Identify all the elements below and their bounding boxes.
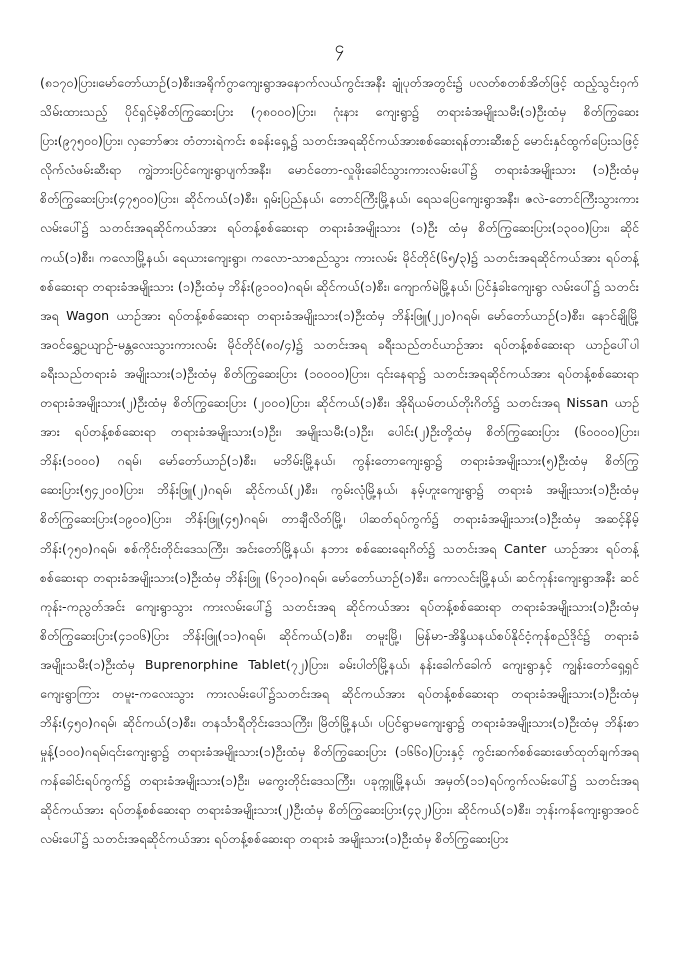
page-number: ၄	[334, 38, 345, 58]
body-paragraph: (၈၁၇၀)ပြား၊မော်တော်ယာဉ်(၁)စီး၊အရိုက်ဂွာကျေးရွာအနောက်လယ်ကွင်းအနီး ချုံပုတ်အတွင်း၌ ပလတ်စတစ်အိတ်ဖြင့် ထည့်သွင်းဝှက်သိမ်းထားသည့် ပိုင်ရှင်မဲ့စိတ်ကြွဆေးပြား (၇၈၀၀၀)ပြား၊ ဂုံးနား ကျေးရွာ၌ တရားခံအမျိုးသမီး(၁)ဦးထံမှ စိတ်ကြွဆေးပြား(၉၇၅၀၀)ပြား၊ လှဘော်ဇား တံတားရဲကင်း စခန်းရှေ့၌ သတင်းအရဆိုင်ကယ်အားစစ်ဆေးရန်တားဆီးစဉ် မောင်းနှင်ထွက်ပြေးသဖြင့် လိုက်လံဖမ်းဆီးရာ ကျွဲဘားပြင်ကျေးရွာပျက်အနီး၊ မောင်တော-လှုဖိုးခေါင်သွားကားလမ်းပေါ်၌ တရားခံအမျိုးသား (၁)ဦးထံမှ စိတ်ကြွဆေးပြား(၄၇၅၀၀)ပြား၊ ဆိုင်ကယ်(၁)စီး၊ ရှမ်းပြည်နယ်၊ တောင်ကြီးမြို့နယ်၊ ရေသပြေကျေးရွာအနီး၊ ဇလဲ-တောင်ကြီးသွားကားလမ်းပေါ်၌ သတင်းအရဆိုင်ကယ်အား ရပ်တန့်စစ်ဆေးရာ တရားခံအမျိုးသား (၁)ဦး ထံမှ စိတ်ကြွဆေးပြား(၁၃၀၀)ပြား၊ ဆိုင်ကယ်(၁)စီး၊ ကလောမြို့နယ်၊ ရေယားကျေးရွာ၊ ကလော-သာစည်သွား ကားလမ်း မိုင်တိုင်(၆၅/၃)၌ သတင်းအရဆိုင်ကယ်အား ရပ်တန့်စစ်ဆေးရာ တရားခံအမျိုးသား (၁)ဦးထံမှ ဘိန်း(၉၁၀၀)ဂရမ်၊ ဆိုင်ကယ်(၁)စီး၊ ကျောက်မဲမြို့နယ်၊ ပြင်နှံခါးကျေးရွာ လမ်းပေါ်၌ သတင်းအရ Wagon ယာဉ်အား ရပ်တန့်စစ်ဆေးရာ တရားခံအမျိုးသား(၁)ဦးထံမှ ဘိန်းဖြူ(၂၂၀)ဂရမ်၊ မော်တော်ယာဉ်(၁)စီး၊ နောင်ချိုမြို့ အဝင်ရွှေဥယျာဉ်-မန္တလေးသွားကားလမ်း မိုင်တိုင်(၈၀/၄)၌ သတင်းအရ ခရီးသည်တင်ယာဉ်အား ရပ်တန့်စစ်ဆေးရာ ယာဉ်ပေါ်ပါ ခရီးသည်တရားခံ အမျိုးသား(၁)ဦးထံမှ စိတ်ကြွဆေးပြား (၁၀၀၀၀)ပြား၊ ၎င်းနေရာ၌ သတင်းအရဆိုင်ကယ်အား ရပ်တန့်စစ်ဆေးရာ တရားခံအမျိုးသား(၂)ဦးထံမှ စိတ်ကြွဆေးပြား (၂၀၀၀)ပြား၊ ဆိုင်ကယ်(၁)စီး၊ အိုရိယမ်တယ်တိုးဂိတ်၌ သတင်းအရ Nissan ယာဉ်အား ရပ်တန့်စစ်ဆေးရာ တရားခံအမျိုးသား(၁)ဦး၊ အမျိုးသမီး(၁)ဦး၊ ပေါင်း(၂)ဦးတို့ထံမှ စိတ်ကြွဆေးပြား (၆၀၀၀၀)ပြား၊ ဘိန်း(၁၀၀၀) ဂရမ်၊ မော်တော်ယာဉ်(၁)စီး၊ မဘိမ်းမြို့နယ်၊ ကွန်းတောကျေးရွာ၌ တရားခံအမျိုးသား(၅)ဦးထံမှ စိတ်ကြွ ဆေးပြား(၅၄၂၀၀)ပြား၊ ဘိန်းဖြူ(၂)ဂရမ်၊ ဆိုင်ကယ်(၂)စီး၊ ကွမ်းလုံမြို့နယ်၊ နမ့်ဟူးကျေးရွာ၌ တရားခံ အမျိုးသား(၁)ဦးထံမှ စိတ်ကြွဆေးပြား(၁၉၀၀)ပြား၊ ဘိန်းဖြူ(၄၅)ဂရမ်၊ တာချီလိတ်မြို့၊ ပါဆတ်ရပ်ကွက်၌ တရားခံအမျိုးသား(၁)ဦးထံမှ အဆင့်နိမ့်ဘိန်း(၇၅၀)ဂရမ်၊ စစ်ကိုင်းတိုင်းဒေသကြီး၊ အင်းတော်မြို့နယ်၊ နဘား စစ်ဆေးရေးဂိတ်၌ သတင်းအရ Canter ယာဉ်အား ရပ်တန့်စစ်ဆေးရာ တရားခံအမျိုးသား(၁)ဦးထံမှ ဘိန်းဖြူ (၆၇၁၀)ဂရမ်၊ မော်တော်ယာဉ်(၁)စီး၊ ကောလင်းမြို့နယ်၊ ဆင်ကုန်းကျေးရွာအနီး ဆင်ကုန်း-ကညွတ်အင်း ကျေးရွာသွား ကားလမ်းပေါ်၌ သတင်းအရ ဆိုင်ကယ်အား ရပ်တန့်စစ်ဆေးရာ တရားခံအမျိုးသား(၁)ဦးထံမှ စိတ်ကြွဆေးပြား(၄၁၀၆)ပြား ဘိန်းဖြူ(၁၁)ဂရမ်၊ ဆိုင်ကယ်(၁)စီး၊ တမူးမြို့၊ မြန်မာ-အိန္ဒိယနယ်စပ်နိုင်ငံ့ကုန်စည်ဒိုင်၌ တရားခံအမျိုးသမီး(၁)ဦးထံမှ Buprenorphine Tablet(၇၂)ပြား၊ ခမ်းပါတ်မြို့နယ်၊ နန်းခေါက်ခေါက် ကျေးရွာနှင့် ကျွန်းတော်ရှေ့ရှင်ကျေးရွာကြား တမူး-ကလေးသွား ကားလမ်းပေါ်၌သတင်းအရ ဆိုင်ကယ်အား ရပ်တန့်စစ်ဆေးရာ တရားခံအမျိုးသား(၁)ဦးထံမှ ဘိန်း(၄၅၀)ဂရမ်၊ ဆိုင်ကယ်(၁)စီး၊ တနင်္သာရီတိုင်းဒေသကြီး၊ မြိတ်မြို့နယ်၊ ပပြင်ရွာမကျေးရွာ၌ တရားခံအမျိုးသား(၁)ဦးထံမှ ဘိန်းစာမှုန့်(၁၀၀)ဂရမ်၊၎င်းကျေးရွာ၌ တရားခံအမျိုးသား(၁)ဦးထံမှ စိတ်ကြွဆေးပြား (၁၆၆၀)ပြားနှင့် ကွင်းဆက်စစ်ဆေးဖော်ထုတ်ချက်အရ ကန်ခေါင်းရပ်ကွက်၌ တရားခံအမျိုးသား(၁)ဦး၊ မကွေးတိုင်းဒေသကြီး၊ ပခုက္ကူမြို့နယ်၊ အမှတ်(၁၁)ရပ်ကွက်လမ်းပေါ်၌ သတင်းအရ ဆိုင်ကယ်အား ရပ်တန့်စစ်ဆေးရာ တရားခံအမျိုးသား(၂)ဦးထံမှ စိတ်ကြွဆေးပြား(၄၃၂)ပြား၊ ဆိုင်ကယ်(၁)စီး၊ ဘုန်းကန်ကျေးရွာအဝင်လမ်းပေါ်၌ သတင်းအရဆိုင်ကယ်အား ရပ်တန့်စစ်ဆေးရာ တရားခံ အမျိုးသား(၁)ဦးထံမှ စိတ်ကြွဆေးပြား	[40, 75, 639, 847]
